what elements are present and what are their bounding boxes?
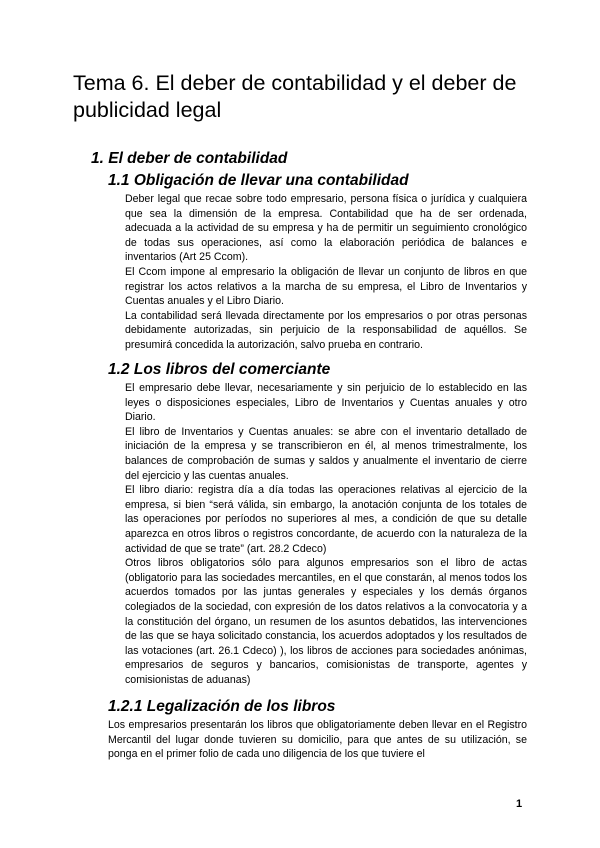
paragraph: El empresario debe llevar, necesariamente y sin perjuicio de lo establecido en las leyes o disposiciones especiales, Libro de Inventarios y Cuentas anuales y otro Diario. xyxy=(125,382,527,424)
section-heading-1: 1. El deber de contabilidad xyxy=(91,150,288,167)
paragraph: Otros libros obligatorios sólo para algunos empresarios son el libro de actas (obligatorio para las sociedades mercantiles, en el que constarán, al menos todos los acuerdos tomados por las juntas generales y especiales y los demás órganos colegiados de la sociedad, con expresión de los datos relativos a la convocatoria y a la constitución del órgano, un resumen de los asuntos debatidos, las intervenciones de las que se haya solicitado constancia, los acuerdos adoptados y los resultados de las votaciones (art. 26.1 Cdeco) ), los libros de acciones para sociedades anónimas, empresarios de seguros y bancarios, comisionistas de transporte, agentes y comisionistas de aduanas) xyxy=(125,557,527,686)
paragraph: La contabilidad será llevada directamente por los empresarios o por otras personas debidamente autorizadas, sin perjuicio de la responsabilidad de aquéllos. Se presumirá concedida la autorización, salvo prueba en contrario. xyxy=(125,309,527,351)
paragraph: El Ccom impone al empresario la obligación de llevar un conjunto de libros en que registrar los actos relativos a la marcha de su empresa, el Libro de Inventarios y Cuentas anuales y el Libro Diario. xyxy=(125,265,527,308)
paragraph: Los empresarios presentarán los libros que obligatoriamente deben llevar en el Registro Mercantil del lugar donde tuvieren su domicilio, para que antes de su utilización, se ponga en el primer folio de cada uno diligencia de los que tuviere el xyxy=(108,719,527,761)
paragraph: El libro diario: registra día a día todas las operaciones relativas al ejercicio de la empresa, si bien “será válida, sin embargo, la anotación conjunta de los totales de las operaciones por períodos no superiores al mes, a condición de que su detalle aparezca en otros libros o registros concordante, de acuerdo con la naturaleza de la actividad de que se trate” (art. 28.2 Cdeco) xyxy=(125,484,527,555)
subsection-body-1-2 xyxy=(125,381,527,687)
subsection-body-1-2-1 xyxy=(108,718,527,762)
document-title: Tema 6. El deber de contabilidad y el deber de publicidad legal xyxy=(73,71,517,122)
subsection-body-1-1 xyxy=(125,192,527,353)
subsection-heading-1-2: 1.2 Los libros del comerciante xyxy=(108,361,331,378)
page-number: 1 xyxy=(516,798,523,810)
subsection-heading-1-1: 1.1 Obligación de llevar una contabilidad xyxy=(108,172,409,189)
paragraph: El libro de Inventarios y Cuentas anuales: se abre con el inventario detallado de iniciación de la empresa y se transcribieron en él, al menos trimestralmente, los balances de comprobación de sumas y saldos y anualmente el inventario de cierre del ejercicio y las cuentas anuales. xyxy=(125,425,527,482)
paragraph: Deber legal que recae sobre todo empresario, persona física o jurídica y cualquiera que sea la dimensión de la empresa. Contabilidad que ha de ser ordenada, adecuada a la actividad de su empresa y ha de permitir un seguimiento cronológico de todas sus operaciones, así como la elaboración periódica de balances e inventarios (Art 25 Ccom). xyxy=(125,193,527,264)
subsection-heading-1-2-1: 1.2.1 Legalización de los libros xyxy=(108,698,336,715)
